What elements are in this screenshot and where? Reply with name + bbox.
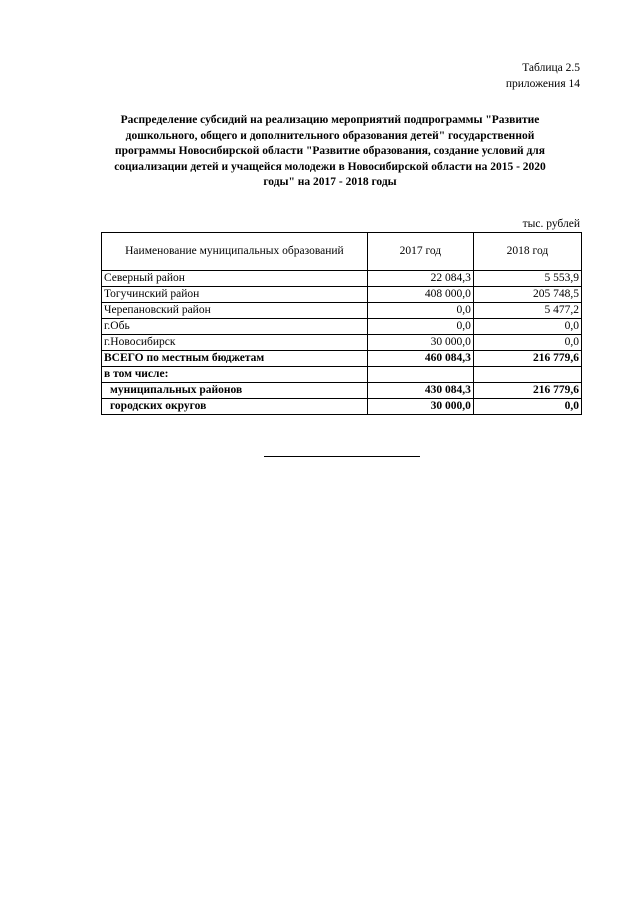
row-name: Тогучинский район <box>102 287 368 303</box>
table-row <box>102 319 582 335</box>
total-row <box>102 351 582 367</box>
city-districts-value-2018: 0,0 <box>473 399 581 415</box>
row-value-2018: 5 477,2 <box>473 303 581 319</box>
document-title: Распределение субсидий на реализацию мероприятий подпрограммы "Развитие дошкольного, общего и дополнительного образования детей" государственной программы Новосибирской области "Развитие образования, создание условий для социализации детей и учащейся молодежи в Новосибирской области на 2015 - 2020 годы" на 2017 - 2018 годы <box>114 114 546 188</box>
appendix-reference: приложения 14 <box>505 78 580 90</box>
header-year-2017: 2017 год <box>367 233 473 271</box>
table-header-row <box>102 233 582 271</box>
table-row <box>102 303 582 319</box>
row-value-2017: 30 000,0 <box>367 335 473 351</box>
including-empty-2017 <box>367 367 473 383</box>
including-empty-2018 <box>473 367 581 383</box>
municipal-districts-value-2018: 216 779,6 <box>473 383 581 399</box>
row-value-2017: 408 000,0 <box>367 287 473 303</box>
subsidy-table <box>101 232 582 415</box>
row-name: Черепановский район <box>102 303 368 319</box>
municipal-districts-value-2017: 430 084,3 <box>367 383 473 399</box>
row-name: г.Обь <box>102 319 368 335</box>
city-districts-row <box>102 399 582 415</box>
row-value-2018: 205 748,5 <box>473 287 581 303</box>
municipal-districts-label: муниципальных районов <box>102 383 368 399</box>
end-divider-line <box>264 456 420 457</box>
total-value-2018: 216 779,6 <box>473 351 581 367</box>
row-value-2018: 0,0 <box>473 335 581 351</box>
row-value-2017: 0,0 <box>367 319 473 335</box>
table-row <box>102 271 582 287</box>
row-value-2018: 0,0 <box>473 319 581 335</box>
including-label: в том числе: <box>102 367 368 383</box>
table-row <box>102 287 582 303</box>
including-row <box>102 367 582 383</box>
city-districts-label: городских округов <box>102 399 368 415</box>
header-municipality: Наименование муниципальных образований <box>102 233 368 271</box>
total-value-2017: 460 084,3 <box>367 351 473 367</box>
total-label: ВСЕГО по местным бюджетам <box>102 351 368 367</box>
table-row <box>102 335 582 351</box>
city-districts-value-2017: 30 000,0 <box>367 399 473 415</box>
row-value-2017: 0,0 <box>367 303 473 319</box>
row-name: Северный район <box>102 271 368 287</box>
row-value-2018: 5 553,9 <box>473 271 581 287</box>
table-caption <box>506 60 580 92</box>
municipal-districts-row <box>102 383 582 399</box>
table-reference: Таблица 2.5 <box>522 62 580 74</box>
row-name: г.Новосибирск <box>102 335 368 351</box>
row-value-2017: 22 084,3 <box>367 271 473 287</box>
header-year-2018: 2018 год <box>473 233 581 271</box>
units-label: тыс. рублей <box>522 218 580 230</box>
